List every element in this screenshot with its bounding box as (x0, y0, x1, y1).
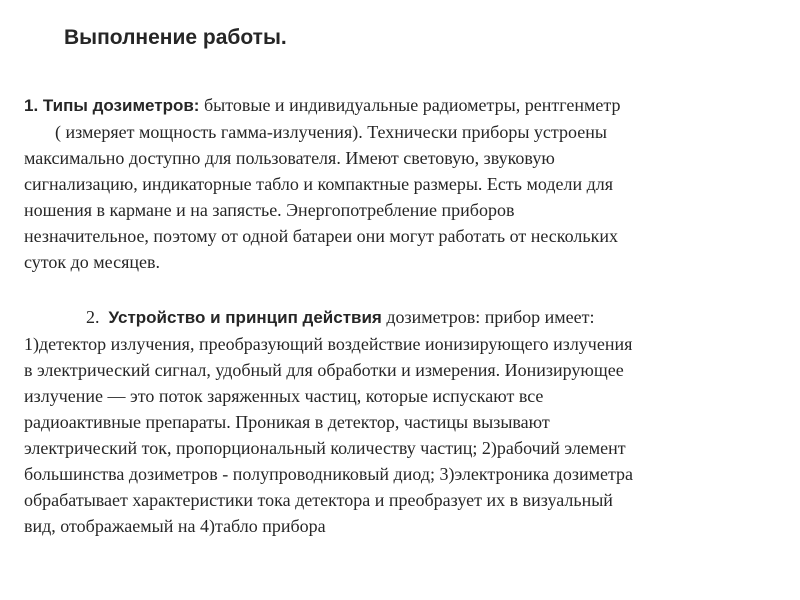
paragraph-line: незначительное, поэтому от одной батареи они могут работать от нескольких (24, 226, 618, 246)
paragraph-line (24, 92, 784, 119)
paragraph-line: излучение — это поток заряженных частиц, которые испускают все (24, 386, 544, 406)
paragraph-line: вид, отображаемый на 4)табло прибора (24, 516, 326, 536)
paragraph-line: максимально доступно для пользователя. Имеют световую, звуковую (24, 148, 555, 168)
paragraph-line: ношения в кармане и на запястье. Энергопотребление приборов (24, 200, 515, 220)
paragraph-line (24, 304, 784, 331)
section-device-and-principle (24, 304, 784, 539)
paragraph-line: в электрический сигнал, удобный для обработки и измерения. Ионизирующее (24, 360, 624, 380)
paragraph-line: электрический ток, пропорциональный количеству частиц; 2)рабочий элемент (24, 438, 626, 458)
paragraph-line: обрабатывает характеристики тока детектора и преобразует их в визуальный (24, 490, 613, 510)
section-heading: 1. Типы дозиметров: (24, 96, 200, 115)
paragraph-text: бытовые и индивидуальные радиометры, рентгенметр (199, 95, 621, 115)
section-heading: Устройство и принцип действия (108, 308, 382, 327)
paragraph-line: большинства дозиметров - полупроводниковый диод; 3)электроника дозиметра (24, 464, 634, 484)
paragraph-line: 1)детектор излучения, преобразующий воздействие ионизирующего излучения (24, 334, 633, 354)
paragraph-line: радиоактивные препараты. Проникая в детектор, частицы вызывают (24, 412, 550, 432)
paragraph-line: суток до месяцев. (24, 252, 161, 272)
paragraph-line: ( измеряет мощность гамма-излучения). Технически приборы устроены (55, 122, 607, 142)
paragraph-text: дозиметров: прибор имеет: (381, 307, 595, 327)
section-types-of-dosimeters (24, 92, 784, 275)
paragraph-line: сигнализацию, индикаторные табло и компактные размеры. Есть модели для (24, 174, 614, 194)
list-number: 2. (86, 307, 100, 327)
page-title: Выполнение работы. (64, 26, 287, 49)
